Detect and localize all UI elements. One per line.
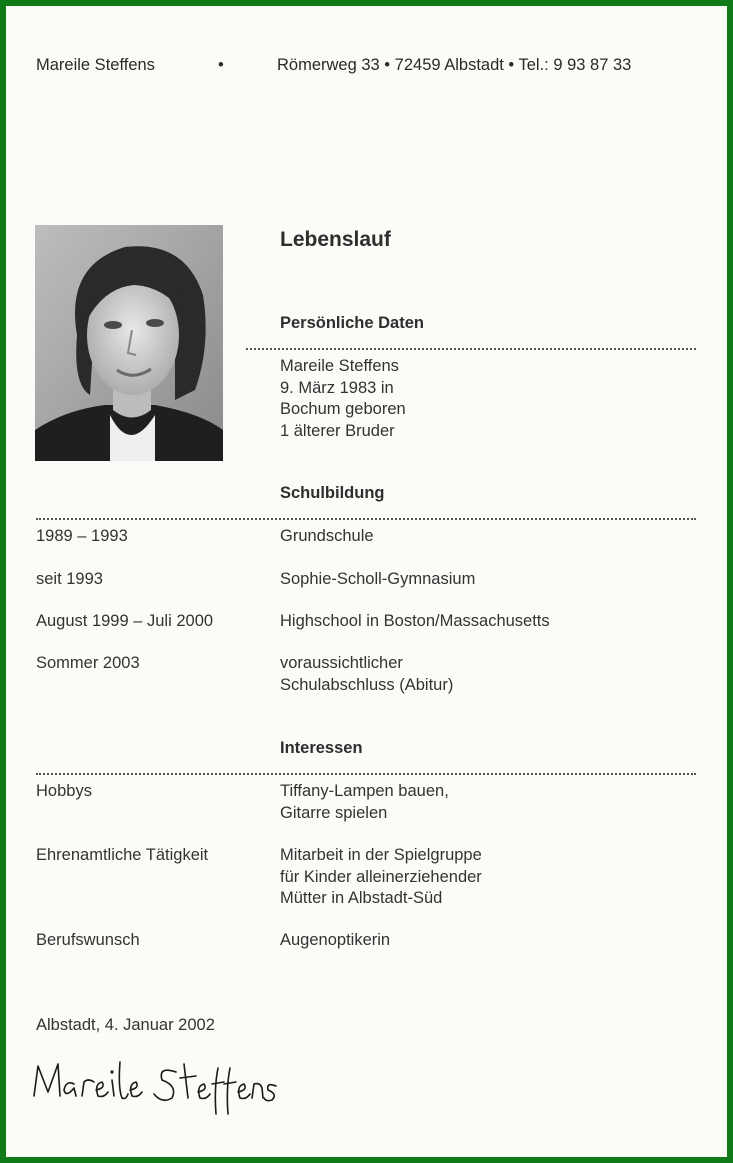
portrait-photo [35,225,223,461]
header-name: Mareile Steffens [36,56,155,74]
school-heading: Schulbildung [280,484,385,502]
resume-page [6,6,727,1157]
header-separator: • [218,56,224,74]
school-row-label: Sommer 2003 [36,654,140,672]
signature-icon [30,1058,280,1118]
school-row-value: Highschool in Boston/Massachusetts [280,612,550,630]
interest-row-label: Berufswunsch [36,931,140,949]
personal-details [280,356,406,442]
value-line: Gitarre spielen [280,803,388,822]
personal-line: 1 älterer Bruder [280,421,395,440]
personal-line: Bochum geboren [280,400,406,418]
value-line: Mitarbeit in der Spielgruppe [280,846,482,864]
value-line: Mütter in Albstadt-Süd [280,889,443,907]
value-line: Schulabschluss (Abitur) [280,675,454,694]
value-line: voraussichtlicher [280,654,403,672]
school-row-label: August 1999 – Juli 2000 [36,612,214,630]
school-row-value: Sophie-Scholl-Gymnasium [280,570,476,588]
personal-line: Mareile Steffens [280,357,399,375]
school-row-label: seit 1993 [36,570,103,588]
page-title: Lebenslauf [280,228,391,251]
interests-divider [36,773,696,775]
personal-line: 9. März 1983 in [280,378,394,397]
school-divider [36,518,696,520]
interests-heading: Interessen [280,739,363,757]
school-row-label: 1989 – 1993 [36,527,128,545]
interest-row-value [280,845,482,910]
place-date: Albstadt, 4. Januar 2002 [36,1016,215,1034]
school-row-value: Grundschule [280,527,374,545]
interest-row-value: Augenoptikerin [280,931,391,949]
value-line: Tiffany-Lampen bauen, [280,782,449,800]
interest-row-label: Hobbys [36,782,92,800]
signature [30,1058,280,1123]
personal-divider [246,348,696,350]
personal-heading: Persönliche Daten [280,314,424,332]
value-line: für Kinder alleinerziehender [280,867,482,886]
interest-row-value [280,781,449,824]
header-address: Römerweg 33 • 72459 Albstadt • Tel.: 9 93 87 33 [277,56,632,74]
interest-row-label: Ehrenamtliche Tätigkeit [36,846,209,864]
school-row-value [280,653,453,696]
portrait-photo-icon [35,225,223,461]
